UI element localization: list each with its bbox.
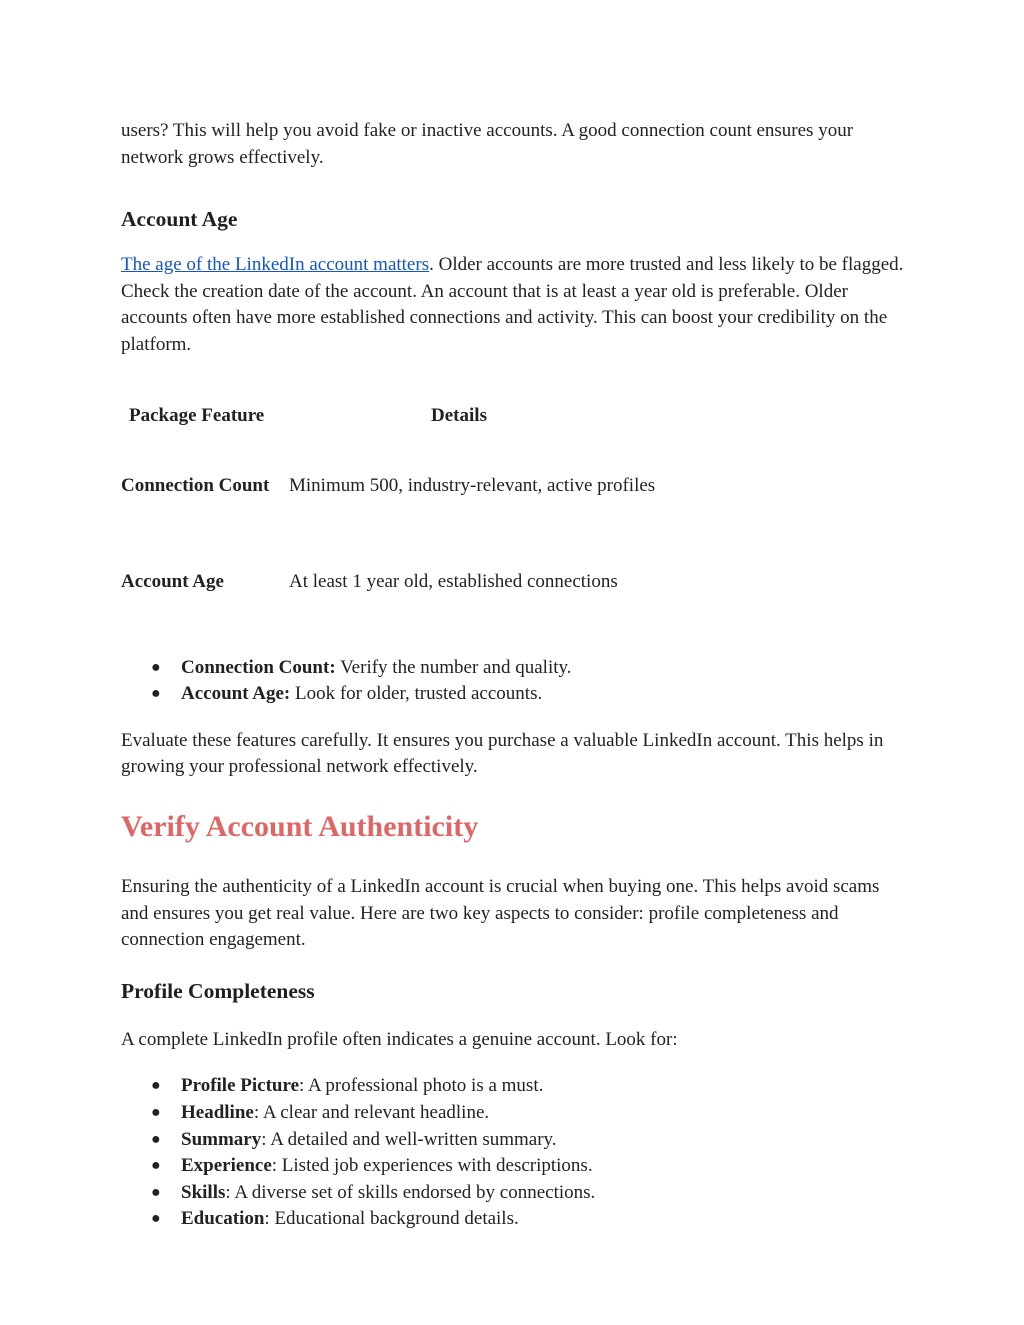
bullet-icon: ● xyxy=(151,1183,161,1201)
document-page xyxy=(121,118,911,1233)
list-item-text: : A clear and relevant headline. xyxy=(253,1101,490,1123)
bullet-icon: ● xyxy=(151,1210,161,1228)
list-item-label: Education xyxy=(181,1208,265,1230)
account-age-paragraph xyxy=(121,252,911,358)
list-item-label: Account Age: xyxy=(181,683,291,705)
list-item-label: Connection Count: xyxy=(181,656,336,678)
list-item-text: : A detailed and well-written summary. xyxy=(261,1128,557,1150)
verify-authenticity-paragraph: Ensuring the authenticity of a LinkedIn account is crucial when buying one. This helps avoid scams and ensures you get real value. Here are two key aspects to consider: profile completeness and connection engagement. xyxy=(121,875,880,951)
account-age-heading: Account Age xyxy=(121,207,238,232)
list-item-label: Skills xyxy=(181,1181,226,1203)
table-cell-details: Minimum 500, industry-relevant, active profiles xyxy=(289,474,656,496)
package-feature-table xyxy=(121,403,779,625)
bullet-icon: ● xyxy=(151,685,161,703)
features-list xyxy=(121,655,911,708)
list-item-label: Profile Picture xyxy=(181,1075,299,1097)
list-item-text: : Listed job experiences with descriptions. xyxy=(271,1155,593,1177)
list-item xyxy=(121,1180,911,1207)
evaluate-paragraph: Evaluate these features carefully. It ensures you purchase a valuable LinkedIn account. This helps in growing your professional network effectively. xyxy=(121,729,884,778)
list-item-label: Summary xyxy=(181,1128,262,1150)
list-item-label: Experience xyxy=(181,1155,272,1177)
table-cell-details: At least 1 year old, established connections xyxy=(289,570,618,592)
bullet-icon: ● xyxy=(151,1103,161,1121)
list-item xyxy=(121,1100,911,1127)
profile-completeness-paragraph: A complete LinkedIn profile often indicates a genuine account. Look for: xyxy=(121,1028,678,1050)
bullet-icon: ● xyxy=(151,1077,161,1095)
list-item xyxy=(121,1206,911,1233)
account-age-link[interactable]: The age of the LinkedIn account matters xyxy=(121,254,430,276)
table-header-feature: Package Feature xyxy=(129,404,265,426)
table-header-details: Details xyxy=(431,404,487,426)
bullet-icon: ● xyxy=(151,1157,161,1175)
bullet-icon: ● xyxy=(151,1130,161,1148)
intro-paragraph: users? This will help you avoid fake or inactive accounts. A good connection count ensures your network grows effectively. xyxy=(121,120,854,168)
account-age-body: . Older accounts are more trusted and less likely to be flagged. Check the creation date of the account. An account that is at least a year old is preferable. Older accounts often have more established connections and activity. This can boost your credibility on the platform. xyxy=(121,254,904,355)
table-header-row xyxy=(121,403,779,473)
list-item-text: Verify the number and quality. xyxy=(335,656,572,678)
profile-completeness-list xyxy=(121,1073,911,1233)
list-item xyxy=(121,1153,911,1180)
list-item-text: Look for older, trusted accounts. xyxy=(290,683,543,705)
table-cell-feature: Connection Count xyxy=(121,474,270,496)
list-item xyxy=(121,681,911,708)
table-row xyxy=(121,569,779,625)
list-item xyxy=(121,655,911,682)
list-item-text: : A diverse set of skills endorsed by connections. xyxy=(225,1181,596,1203)
profile-completeness-heading: Profile Completeness xyxy=(121,978,315,1003)
list-item-text: : A professional photo is a must. xyxy=(299,1075,544,1097)
list-item-label: Headline xyxy=(181,1101,254,1123)
list-item xyxy=(121,1127,911,1154)
verify-authenticity-heading: Verify Account Authenticity xyxy=(121,809,479,843)
table-cell-feature: Account Age xyxy=(121,570,224,592)
bullet-icon: ● xyxy=(151,658,161,676)
list-item xyxy=(121,1073,911,1100)
table-row xyxy=(121,473,779,569)
list-item-text: : Educational background details. xyxy=(264,1208,519,1230)
